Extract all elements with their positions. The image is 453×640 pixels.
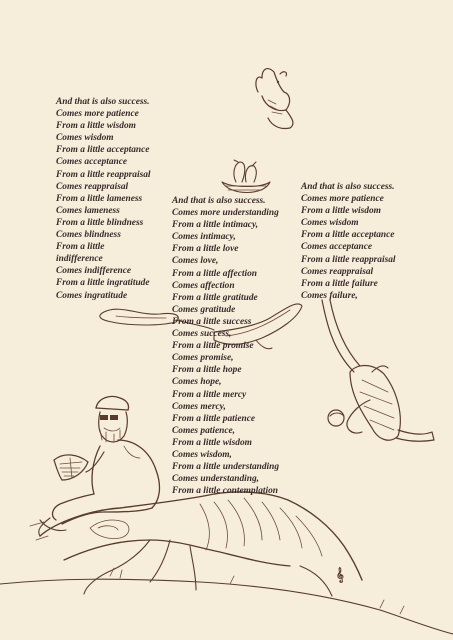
- middle-column-line: From a little wisdom: [172, 437, 252, 448]
- middle-column-line: From a little mercy: [172, 389, 247, 400]
- middle-column-line: Comes promise,: [172, 353, 234, 364]
- right-column-line: And that is also success.: [301, 182, 395, 192]
- middle-column-line: Comes more understanding: [172, 208, 279, 219]
- middle-column-line: Comes wisdom,: [172, 449, 232, 460]
- middle-column-line: From a little success: [172, 316, 252, 327]
- right-column-line: Comes wisdom: [301, 218, 359, 229]
- right-column-line: Comes failure,: [301, 290, 358, 301]
- middle-column-line: Comes intimacy,: [172, 232, 236, 243]
- middle-column-line: Comes success,: [172, 329, 232, 340]
- right-column-line: From a little wisdom: [301, 206, 381, 217]
- left-column-line: Comes reappraisal: [56, 181, 129, 192]
- middle-column-line: Comes hope,: [172, 377, 222, 388]
- left-column-line: Comes ingratitude: [56, 290, 128, 301]
- poem-right-column: [301, 181, 396, 302]
- left-column-line: From a little blindness: [56, 217, 144, 228]
- middle-column-line: From a little understanding: [172, 462, 280, 473]
- left-column-line: From a little ingratitude: [56, 278, 150, 289]
- left-column-line: From a little: [56, 242, 105, 253]
- left-column-line: indifference: [56, 254, 103, 265]
- right-column-line: Comes acceptance: [301, 242, 373, 253]
- hanging-figure-drawing: [322, 300, 434, 441]
- middle-column-line: And that is also success.: [172, 196, 266, 206]
- left-column-line: Comes more patience: [56, 109, 139, 120]
- middle-column-line: Comes affection: [172, 280, 235, 291]
- artist-signature: 𝄞: [334, 567, 345, 584]
- middle-column-line: From a little intimacy,: [172, 220, 259, 231]
- left-column-line: From a little lameness: [56, 193, 143, 204]
- middle-column-line: From a little promise: [172, 341, 254, 352]
- left-column-line: Comes indifference: [56, 266, 132, 277]
- right-column-line: Comes reappraisal: [301, 266, 374, 277]
- left-column-line: Comes blindness: [56, 230, 121, 241]
- left-column-line: Comes lameness: [56, 205, 120, 216]
- middle-column-line: From a little affection: [172, 268, 257, 279]
- poem-left-column: [56, 96, 151, 302]
- right-column-line: From a little failure: [301, 278, 378, 289]
- right-column-line: From a little reappraisal: [301, 254, 396, 265]
- middle-column-line: Comes love,: [172, 256, 219, 267]
- left-column-line: From a little acceptance: [56, 145, 150, 156]
- left-column-line: From a little reappraisal: [56, 169, 151, 180]
- middle-column-line: From a little patience: [172, 413, 256, 424]
- poem-middle-column: [172, 195, 279, 497]
- middle-column-line: From a little gratitude: [172, 292, 258, 303]
- middle-column-line: Comes understanding,: [172, 474, 260, 485]
- middle-column-line: Comes gratitude: [172, 304, 236, 315]
- middle-column-line: From a little hope: [172, 365, 242, 376]
- right-column-line: Comes more patience: [301, 194, 384, 205]
- middle-column-line: Comes mercy,: [172, 401, 226, 412]
- ground-line-drawing: [0, 568, 453, 634]
- left-column-line: Comes wisdom: [56, 133, 114, 144]
- left-column-line: And that is also success.: [56, 97, 150, 107]
- flying-bird-drawing: [256, 69, 293, 129]
- middle-column-line: From a little contemplation: [172, 486, 278, 497]
- left-column-line: Comes acceptance: [56, 157, 128, 168]
- right-column-line: From a little acceptance: [301, 230, 395, 241]
- left-column-line: From a little wisdom: [56, 121, 136, 132]
- middle-column-line: From a little love: [172, 244, 239, 255]
- reading-man-drawing: [39, 396, 160, 536]
- middle-column-line: Comes patience,: [172, 425, 236, 436]
- nest-with-chicks-drawing: [222, 160, 270, 193]
- tree-roots-drawing: [30, 492, 362, 596]
